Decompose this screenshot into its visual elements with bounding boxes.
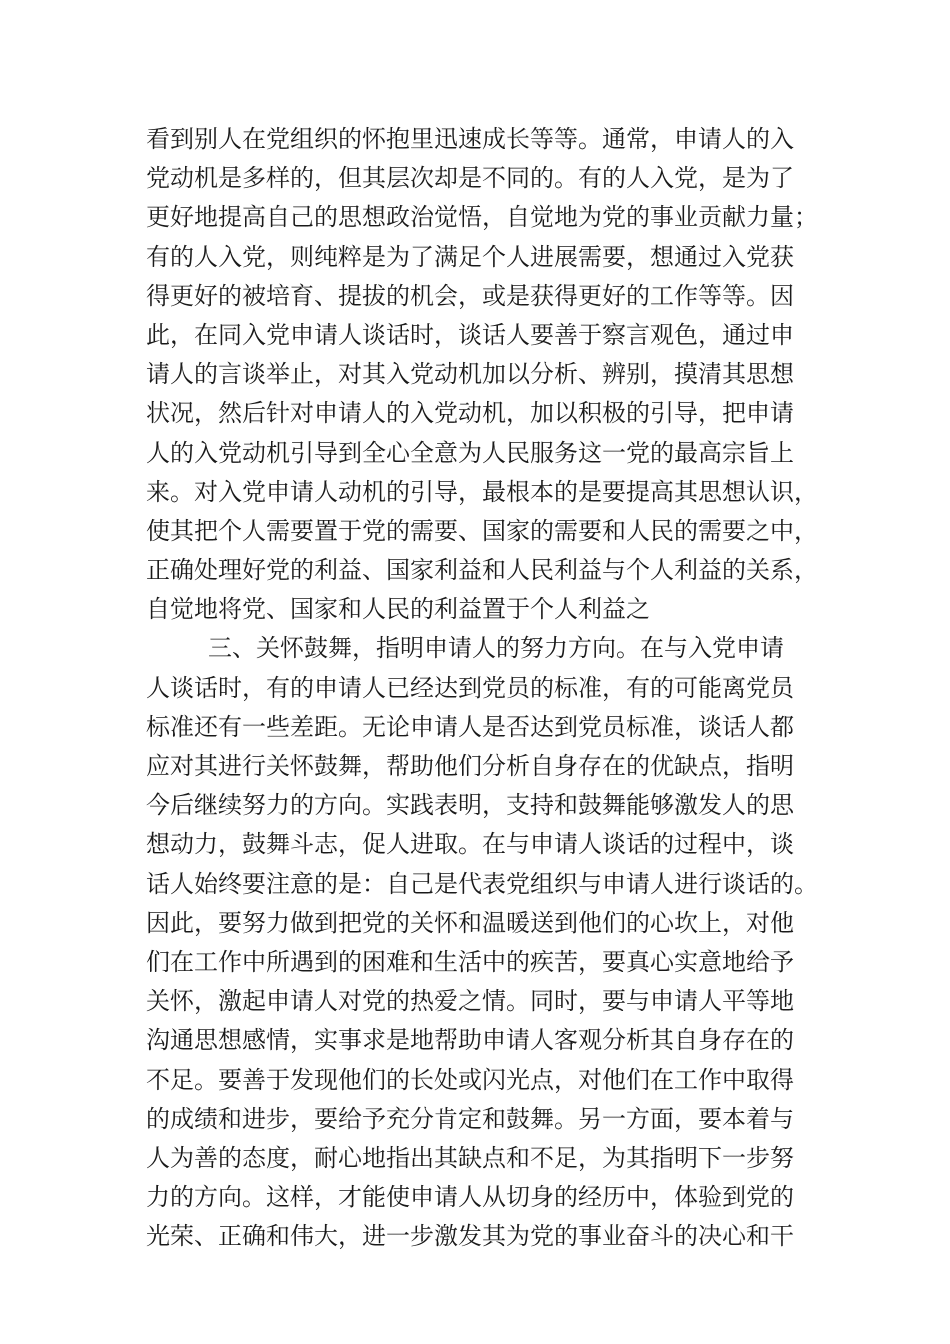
text-line: 因此，要努力做到把党的关怀和温暖送到他们的心坎上，对他	[146, 908, 794, 937]
text-line: 话人始终要注意的是：自己是代表党组织与申请人进行谈话的。	[146, 869, 818, 898]
text-line: 应对其进行关怀鼓舞，帮助他们分析自身存在的优缺点，指明	[146, 752, 794, 780]
text-line: 有的人入党，则纯粹是为了满足个人进展需要，想通过入党获	[146, 242, 794, 271]
text-line: 此，在同入党申请人谈话时，谈话人要善于察言观色，通过申	[146, 320, 794, 349]
paragraph-2	[146, 629, 826, 1256]
text-line: 今后继续努力的方向。实践表明，支持和鼓舞能够激发人的思	[146, 791, 794, 820]
text-line: 请人的言谈举止，对其入党动机加以分析、辨别，摸清其思想	[146, 360, 794, 389]
text-line: 使其把个人需要置于党的需要、国家的需要和人民的需要之中，	[146, 516, 818, 545]
text-line: 更好地提高自己的思想政治觉悟，自觉地为党的事业贡献力量；	[146, 203, 818, 232]
text-line: 状况，然后针对申请人的入党动机，加以积极的引导，把申请	[146, 399, 794, 428]
text-line: 人谈话时，有的申请人已经达到党员的标准，有的可能离党员	[146, 673, 794, 702]
text-line: 关怀，激起申请人对党的热爱之情。同时，要与申请人平等地	[146, 987, 794, 1016]
text-line: 看到别人在党组织的怀抱里迅速成长等等。通常，申请人的入	[146, 125, 794, 153]
text-line: 来。对入党申请人动机的引导，最根本的是要提高其思想认识，	[146, 477, 818, 506]
text-line: 党动机是多样的，但其层次却是不同的。有的人入党，是为了	[146, 164, 794, 193]
text-line: 得更好的被培育、提拔的机会，或是获得更好的工作等等。因	[146, 281, 794, 310]
text-line: 想动力，鼓舞斗志，促人进取。在与申请人谈话的过程中，谈	[146, 830, 794, 859]
text-line-first: 三、关怀鼓舞，指明申请人的努力方向。在与入党申请	[208, 634, 784, 663]
text-line: 光荣、正确和伟大，进一步激发其为党的事业奋斗的决心和干	[146, 1222, 794, 1251]
text-line: 不足。要善于发现他们的长处或闪光点，对他们在工作中取得	[146, 1065, 794, 1094]
text-line: 人为善的态度，耐心地指出其缺点和不足，为其指明下一步努	[146, 1143, 794, 1172]
text-line: 沟通思想感情，实事求是地帮助申请人客观分析其自身存在的	[146, 1026, 794, 1055]
text-line: 力的方向。这样，才能使申请人从切身的经历中，体验到党的	[146, 1183, 794, 1212]
text-line: 自觉地将党、国家和人民的利益置于个人利益之	[146, 595, 650, 624]
paragraph-1	[146, 120, 826, 629]
text-line: 们在工作中所遇到的困难和生活中的疾苦，要真心实意地给予	[146, 947, 794, 976]
text-line: 人的入党动机引导到全心全意为人民服务这一党的最高宗旨上	[146, 438, 794, 467]
text-line: 正确处理好党的利益、国家利益和人民利益与个人利益的关系，	[146, 556, 818, 585]
text-line: 标准还有一些差距。无论申请人是否达到党员标准，谈话人都	[146, 712, 794, 741]
document-body	[146, 120, 826, 1256]
text-line: 的成绩和进步，要给予充分肯定和鼓舞。另一方面，要本着与	[146, 1104, 794, 1133]
